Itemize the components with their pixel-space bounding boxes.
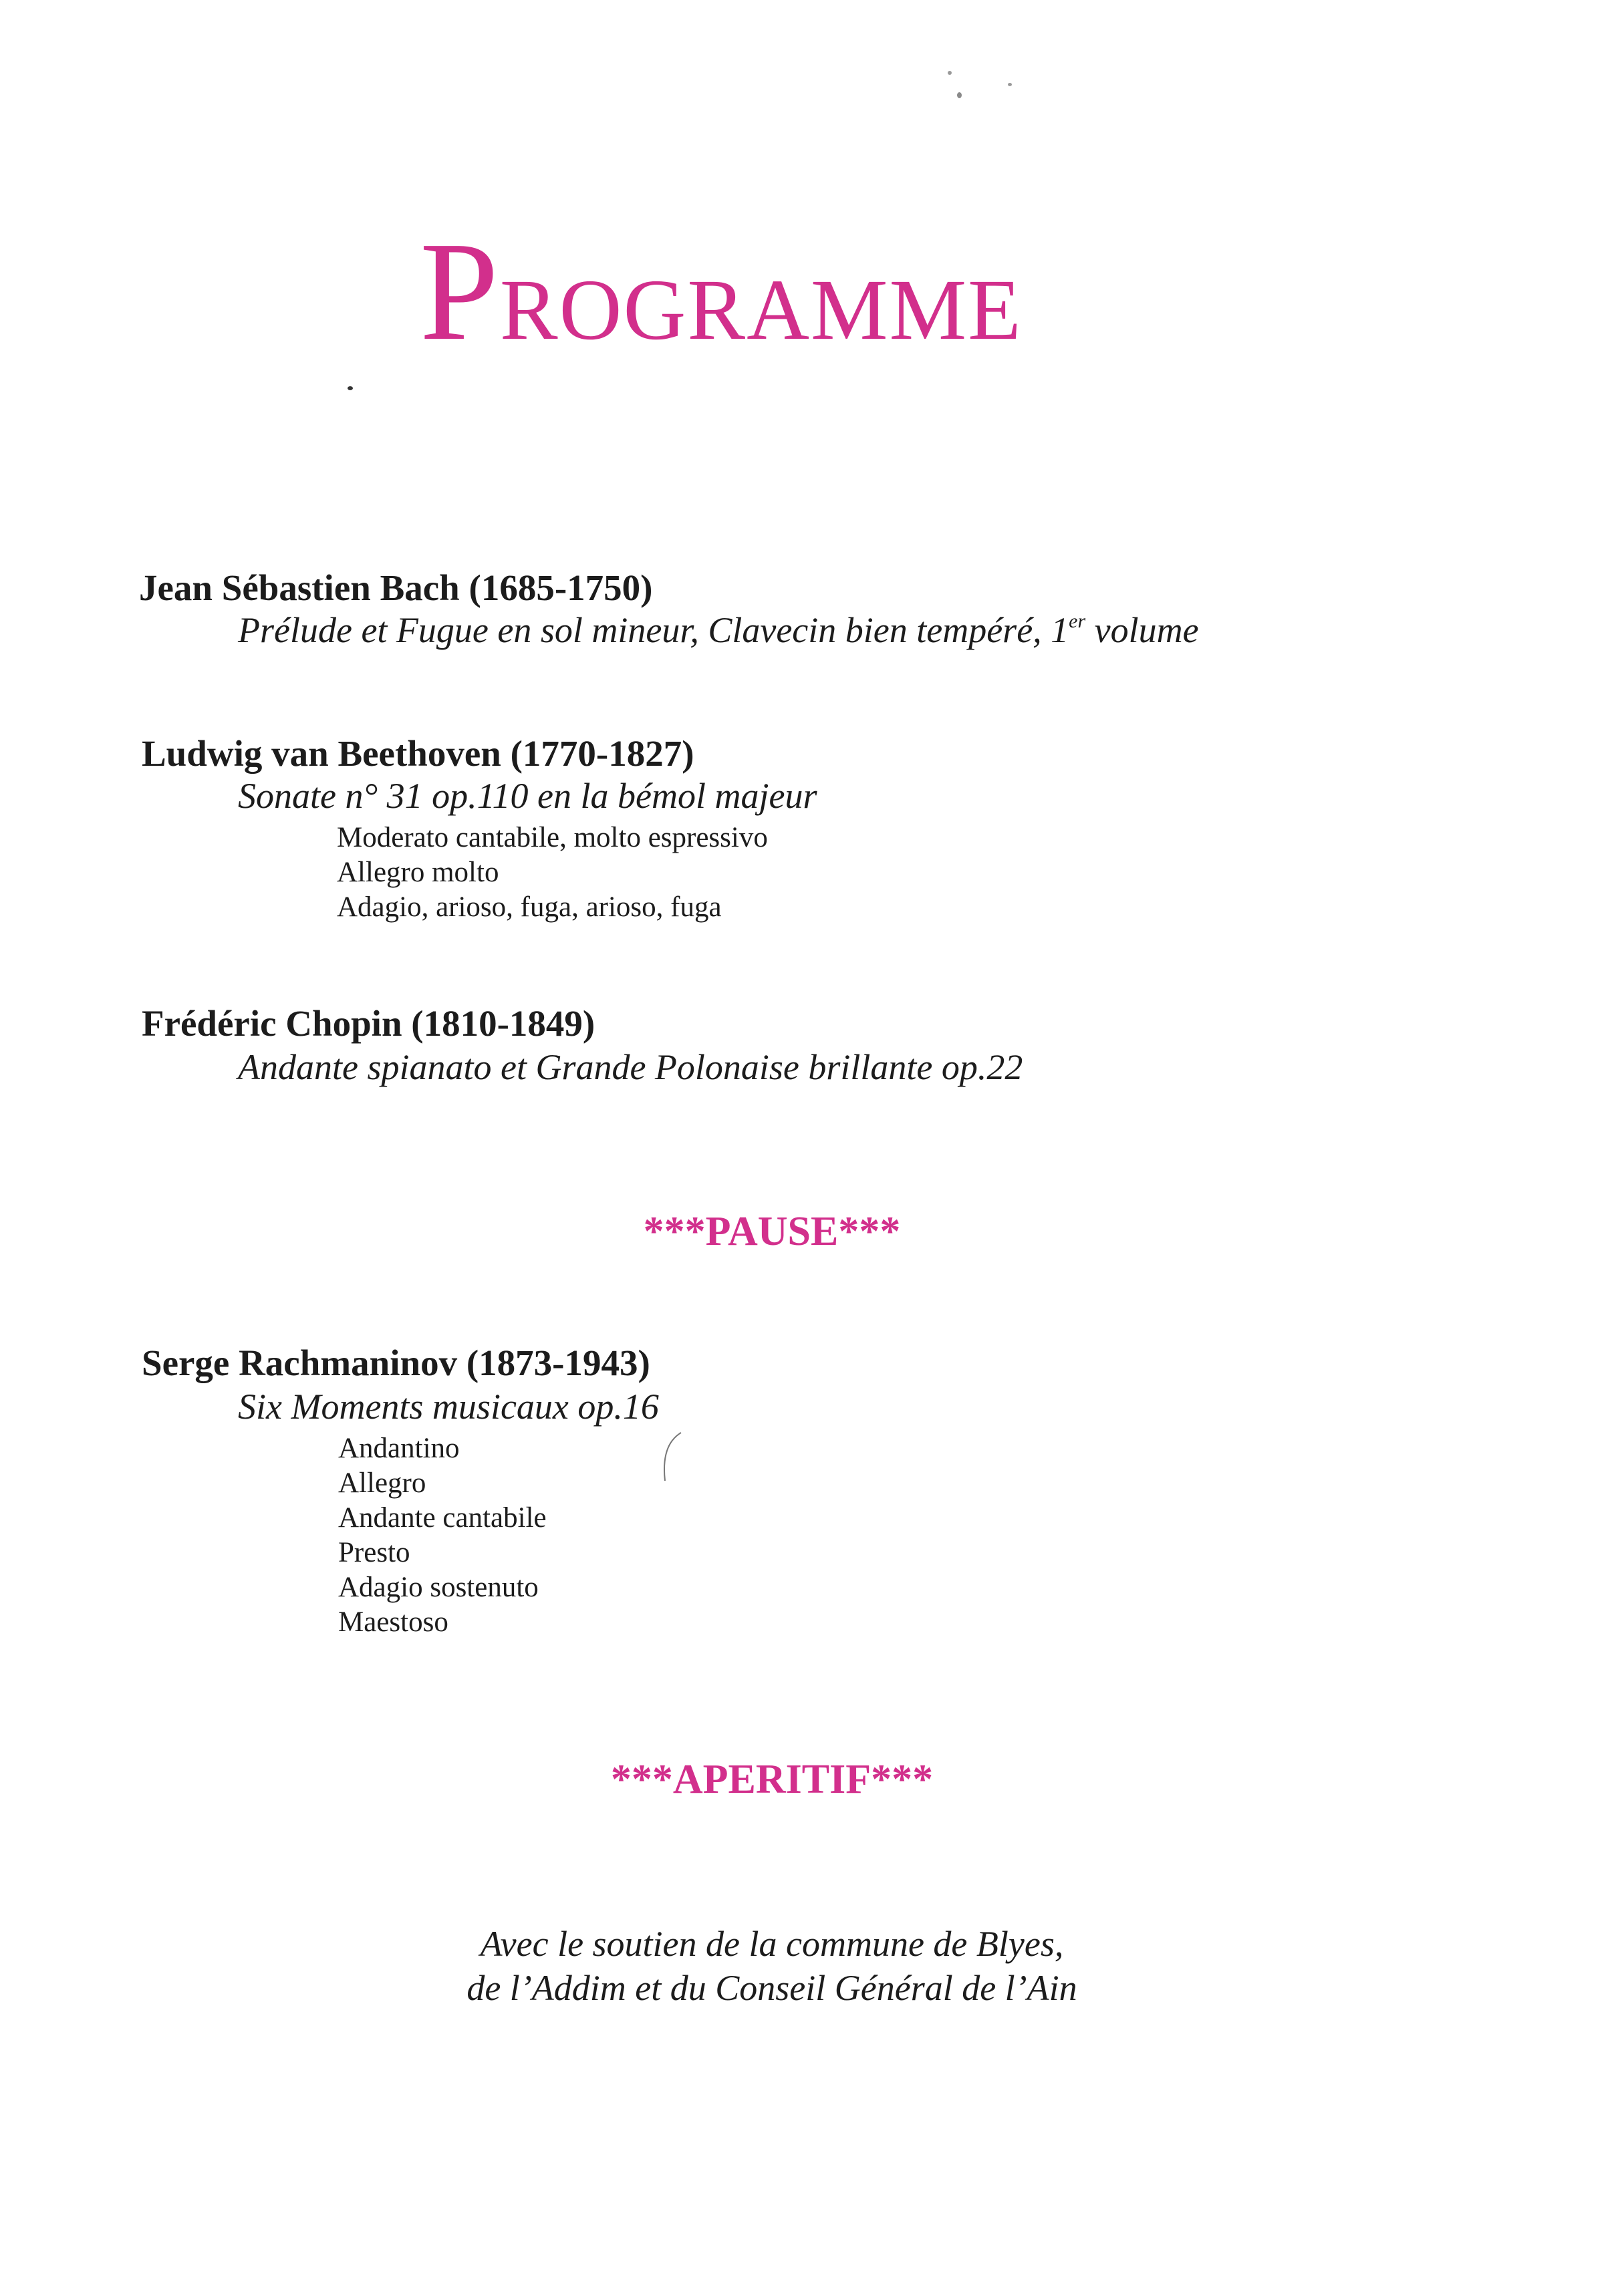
movement-beethoven-3: Adagio, arioso, fuga, arioso, fuga xyxy=(337,891,722,923)
aperitif-heading: ***APERITIF*** xyxy=(610,1757,934,1802)
work-bach xyxy=(238,612,1199,648)
movement-rachmaninov-1: Andantino xyxy=(338,1433,460,1464)
scan-speck xyxy=(1008,83,1012,86)
title-rest: ROGRAMME xyxy=(499,262,1023,358)
work-bach-superscript: er xyxy=(1069,610,1086,632)
title-initial: P xyxy=(420,212,500,370)
movement-rachmaninov-3: Andante cantabile xyxy=(338,1502,547,1534)
composer-rachmaninov: Serge Rachmaninov (1873-1943) xyxy=(142,1342,650,1383)
work-bach-tail: volume xyxy=(1085,610,1199,650)
movement-beethoven-1: Moderato cantabile, molto espressivo xyxy=(337,822,768,853)
composer-bach: Jean Sébastien Bach (1685-1750) xyxy=(139,567,653,608)
scan-speck xyxy=(948,71,952,75)
movement-rachmaninov-6: Maestoso xyxy=(338,1606,448,1638)
work-beethoven: Sonate n° 31 op.110 en la bémol majeur xyxy=(238,776,817,816)
pause-heading: ***PAUSE*** xyxy=(643,1209,901,1254)
composer-chopin: Frédéric Chopin (1810-1849) xyxy=(142,1003,595,1044)
page-title xyxy=(420,212,1023,370)
movement-rachmaninov-2: Allegro xyxy=(338,1467,426,1499)
movement-rachmaninov-4: Presto xyxy=(338,1537,410,1568)
work-rachmaninov: Six Moments musicaux op.16 xyxy=(238,1387,659,1427)
movement-rachmaninov-5: Adagio sostenuto xyxy=(338,1572,539,1603)
acknowledgement-line-2: de l’Addim et du Conseil Général de l’Ain xyxy=(466,1968,1077,2008)
composer-beethoven: Ludwig van Beethoven (1770-1827) xyxy=(142,733,694,774)
scan-speck xyxy=(348,386,353,390)
movement-beethoven-2: Allegro molto xyxy=(337,857,499,888)
acknowledgement-line-1: Avec le soutien de la commune de Blyes, xyxy=(480,1924,1064,1964)
pencil-mark xyxy=(658,1430,685,1483)
work-chopin: Andante spianato et Grande Polonaise brillante op.22 xyxy=(238,1047,1023,1087)
scan-speck xyxy=(957,92,962,98)
work-bach-main: Prélude et Fugue en sol mineur, Clavecin bien tempéré, 1 xyxy=(238,610,1069,650)
